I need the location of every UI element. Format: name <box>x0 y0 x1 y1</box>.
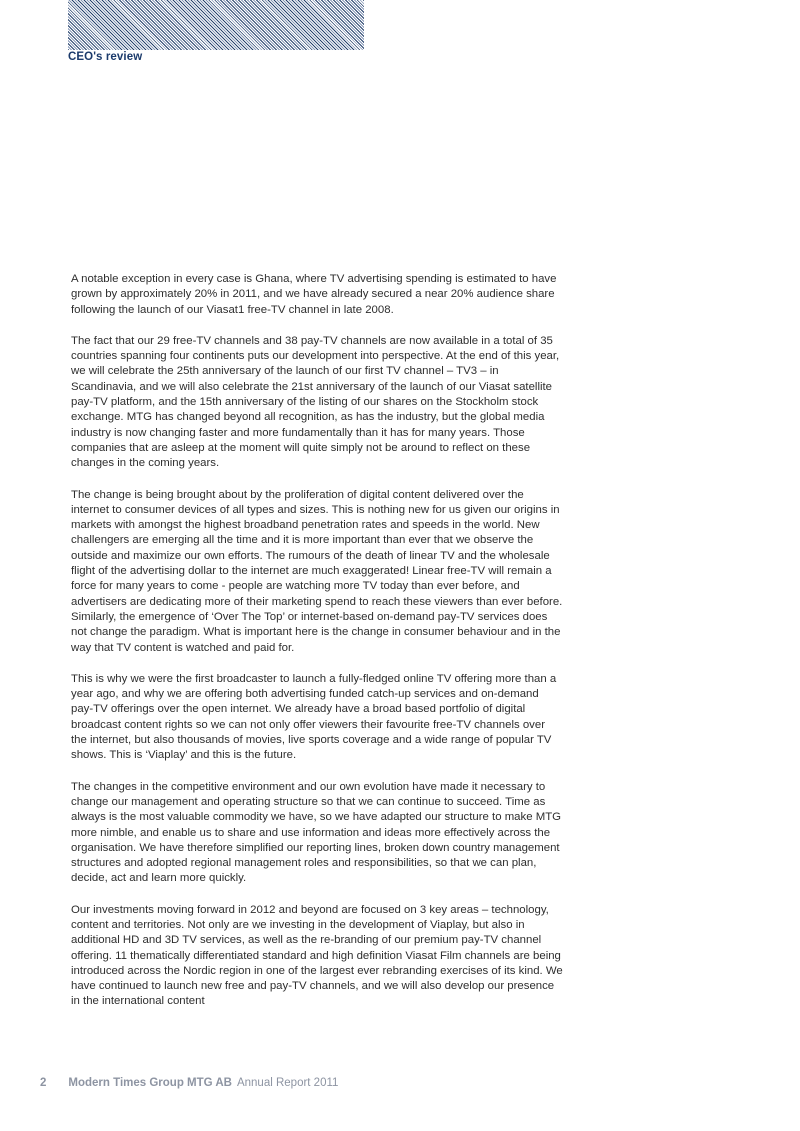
paragraph: The changes in the competitive environment and our own evolution have made it necessary to change our management and operating structure so that we can continue to succeed. Time as always is the most valuable commodity we have, so we have adapted our structure to make MTG more nimble, and enable us to share and use information and ideas more effectively across the organisation. We have therefore simplified our reporting lines, broken down country management structures and adopted regional management roles and responsibilities, so that we can plan, decide, act and learn more quickly. <box>71 780 562 885</box>
paragraph: The change is being brought about by the proliferation of digital content delivered over the internet to consumer devices of all types and sizes. This is nothing new for us given our origins in markets with amongst the highest broadband penetration rates and speeds in the world. New challengers are emerging all the time and it is more important than ever that we observe the outside and maximize our own efforts. The rumours of the death of linear TV and the wholesale flight of the advertising dollar to the internet are much exaggerated! Linear free-TV will remain a force for many years to come - people are watching more TV today than ever before, and advertisers are dedicating more of their marketing spend to reach these viewers than ever before. Similarly, the emergence of ‘Over The Top’ or internet-based on-demand pay-TV services does not change the paradigm. What is important here is the change in consumer behaviour and in the way that TV content is watched and paid for. <box>71 488 563 654</box>
paragraph: The fact that our 29 free-TV channels and 38 pay-TV channels are now available in a total of 35 countries spanning four continents puts our development into perspective. At the end of this year, we will celebrate the 25th anniversary of the launch of our first TV channel – TV3 – in Scandinavia, and we will also celebrate the 21st anniversary of the launch of our Viasat satellite pay-TV platform, and the 15th anniversary of the listing of our shares on the Stockholm stock exchange. MTG has changed beyond all recognition, as has the industry, but the global media industry is now changing faster and more fundamentally than it has for many years. Those companies that are asleep at the moment will quite simply not be around to reflect on these changes in the coming years. <box>71 334 560 470</box>
body-text-block <box>71 272 563 1026</box>
paragraph: This is why we were the first broadcaster to launch a fully-fledged online TV offering more than a year ago, and why we are offering both advertising funded catch-up services and on-demand pay-TV offerings over the open internet. We already have a broad based portfolio of digital broadcast content rights so we can not only offer viewers their favourite free-TV channels over the internet, but also thousands of movies, live sports coverage and a wide range of popular TV shows. This is ‘Viaplay’ and this is the future. <box>71 672 557 762</box>
footer-company-name: Modern Times Group MTG AB <box>68 1077 232 1089</box>
page-footer <box>40 1077 338 1089</box>
paragraph: A notable exception in every case is Ghana, where TV advertising spending is estimated to have grown by approximately 20% in 2011, and we have already secured a near 20% audience share following the launch of our Viasat1 free-TV channel in late 2008. <box>71 273 557 316</box>
paragraph: Our investments moving forward in 2012 and beyond are focused on 3 key areas – technology, content and territories. Not only are we investing in the development of Viaplay, but also in additional HD and 3D TV services, as well as the re-branding of our premium pay-TV channel offering. 11 thematically differentiated standard and high definition Viasat Film channels are being introduced across the Nordic region in one of the largest ever rebranding exercises of its kind. We have continued to launch new free and pay-TV channels, and we will also develop our presence in the international content <box>71 903 563 1008</box>
section-title: CEO's review <box>68 51 143 63</box>
hatch-pattern-banner <box>68 0 364 50</box>
footer-report-title: Annual Report 2011 <box>236 1077 339 1089</box>
page-number: 2 <box>40 1077 47 1089</box>
